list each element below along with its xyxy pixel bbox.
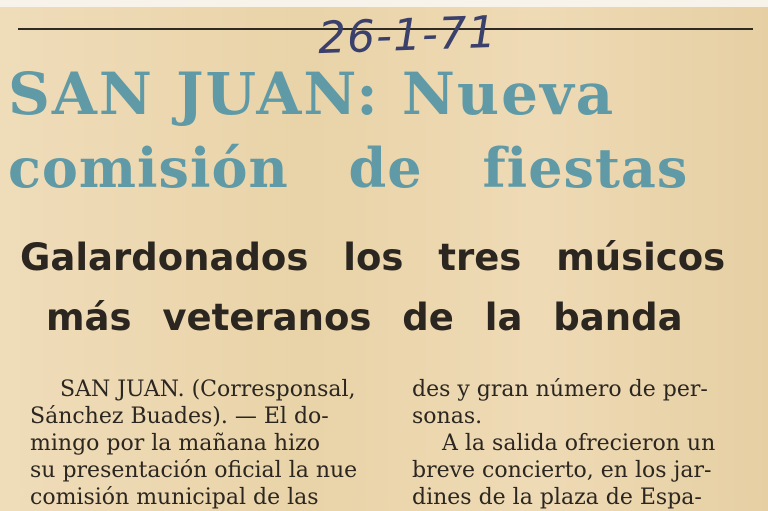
article-line: comisión municipal de las — [30, 485, 319, 510]
article-line: dines de la plaza de Espa- — [412, 485, 702, 510]
subheadline-line-1: Galardonados los tres músicos — [20, 236, 726, 279]
handwritten-date: 26-1-71 — [317, 6, 498, 65]
headline-line-1: SAN JUAN: Nueva — [8, 60, 616, 128]
article-line: su presentación oficial la nue — [30, 458, 358, 483]
article-line: mingo por la mañana hizo — [30, 431, 320, 456]
article-column-left — [30, 376, 382, 511]
article-line: A la salida ofrecieron un — [442, 431, 716, 456]
paper-edge — [0, 0, 768, 7]
article-line: sonas. — [412, 404, 483, 429]
subheadline-line-2: más veteranos de la banda — [46, 296, 683, 339]
article-line: breve concierto, en los jar- — [412, 458, 712, 483]
article-line: SAN JUAN. (Corresponsal, — [60, 377, 356, 402]
article-line: Sánchez Buades). — El do- — [30, 404, 329, 429]
headline-line-2: comisión de fiestas — [8, 136, 689, 200]
article-column-right — [412, 376, 764, 511]
article-line: des y gran número de per- — [412, 377, 708, 402]
